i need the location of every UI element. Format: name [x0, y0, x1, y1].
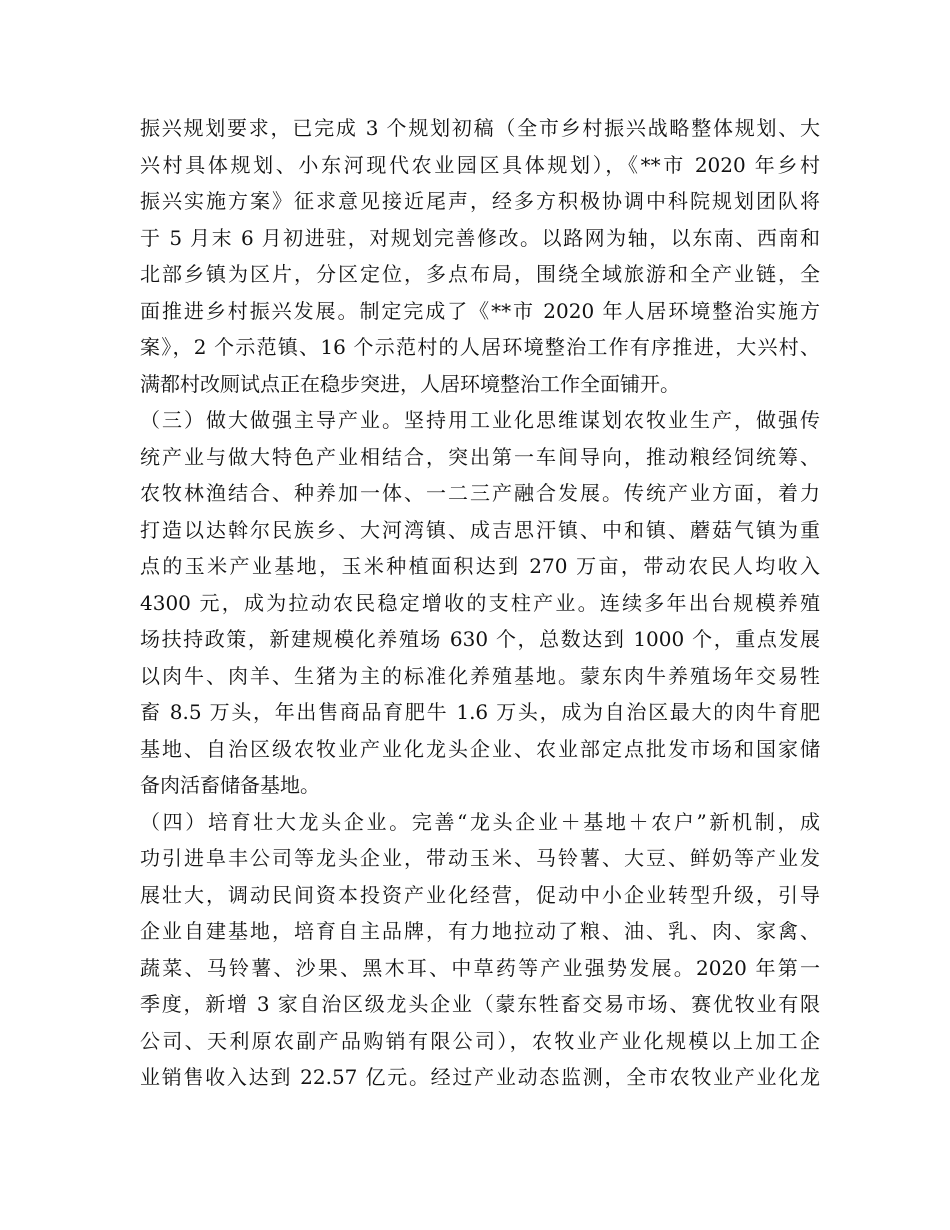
text-line-23: 企业自建基地，培育自主品牌，有力地拉动了粮、油、乳、肉、家禽、 — [140, 919, 820, 943]
text-line-26: 公司、天利原农副产品购销有限公司），农牧业产业化规模以上加工企 — [140, 1028, 820, 1053]
text-line-17: 畜 8.5 万头，年出售商品育肥牛 1.6 万头，成为自治区最大的肉牛育肥 — [140, 700, 820, 724]
text-line-13: 点的玉米产业基地，玉米种植面积达到 270 万亩，带动农民人均收入 — [140, 554, 820, 578]
text-line-11: 农牧林渔结合、种养加一体、一二三产融合发展。传统产业方面，着力 — [140, 481, 820, 505]
text-line-14: 4300 元，成为拉动农民稳定增收的支柱产业。连续多年出台规模养殖 — [140, 590, 820, 615]
body-text — [140, 110, 820, 1096]
text-line-7: 案》，2 个示范镇、16 个示范村的人居环境整治工作有序推进，大兴村、 — [140, 335, 820, 359]
text-line-3: 振兴实施方案》征求意见接近尾声，经多方积极协调中科院规划团队将 — [140, 189, 820, 213]
text-line-16: 以肉牛、肉羊、生猪为主的标准化养殖基地。蒙东肉牛养殖场年交易牲 — [140, 663, 820, 688]
text-line-6: 面推进乡村振兴发展。制定完成了《**市 2020 年人居环境整治实施方 — [140, 298, 820, 323]
text-line-1: 振兴规划要求，已完成 3 个规划初稿（全市乡村振兴战略整体规划、大 — [140, 116, 820, 140]
text-line-21: 功引进阜丰公司等龙头企业，带动玉米、马铃薯、大豆、鲜奶等产业发 — [140, 846, 820, 870]
text-line-8: 满都村改厕试点正在稳步突进，人居环境整治工作全面铺开。 — [140, 371, 680, 396]
text-line-25: 季度，新增 3 家自治区级龙头企业（蒙东牲畜交易市场、赛优牧业有限 — [140, 992, 820, 1016]
text-line-27: 业销售收入达到 22.57 亿元。经过产业动态监测，全市农牧业产业化龙 — [140, 1065, 820, 1089]
text-line-20: （四）培育壮大龙头企业。完善“龙头企业＋基地＋农户”新机制，成 — [140, 809, 820, 834]
text-line-2: 兴村具体规划、小东河现代农业园区具体规划），《**市 2020 年乡村 — [140, 152, 820, 177]
text-line-4: 于 5 月末 6 月初进驻，对规划完善修改。以路网为轴，以东南、西南和 — [140, 225, 820, 250]
text-line-22: 展壮大，调动民间资本投资产业化经营，促动中小企业转型升级，引导 — [140, 882, 820, 907]
text-line-5: 北部乡镇为区片，分区定位，多点布局，围绕全域旅游和全产业链，全 — [140, 262, 820, 286]
text-line-12: 打造以达斡尔民族乡、大河湾镇、成吉思汗镇、中和镇、蘑菇气镇为重 — [140, 517, 820, 542]
text-line-10: 统产业与做大特色产业相结合，突出第一车间导向，推动粮经饲统筹、 — [140, 444, 820, 469]
text-line-9: （三）做大做强主导产业。坚持用工业化思维谋划农牧业生产，做强传 — [140, 408, 820, 432]
text-line-15: 场扶持政策，新建规模化养殖场 630 个，总数达到 1000 个，重点发展 — [140, 627, 820, 651]
text-line-18: 基地、自治区级农牧业产业化龙头企业、农业部定点批发市场和国家储 — [140, 736, 820, 761]
text-line-19: 备肉活畜储备基地。 — [140, 773, 320, 797]
text-line-24: 蔬菜、马铃薯、沙果、黑木耳、中草药等产业强势发展。2020 年第一 — [140, 955, 820, 980]
